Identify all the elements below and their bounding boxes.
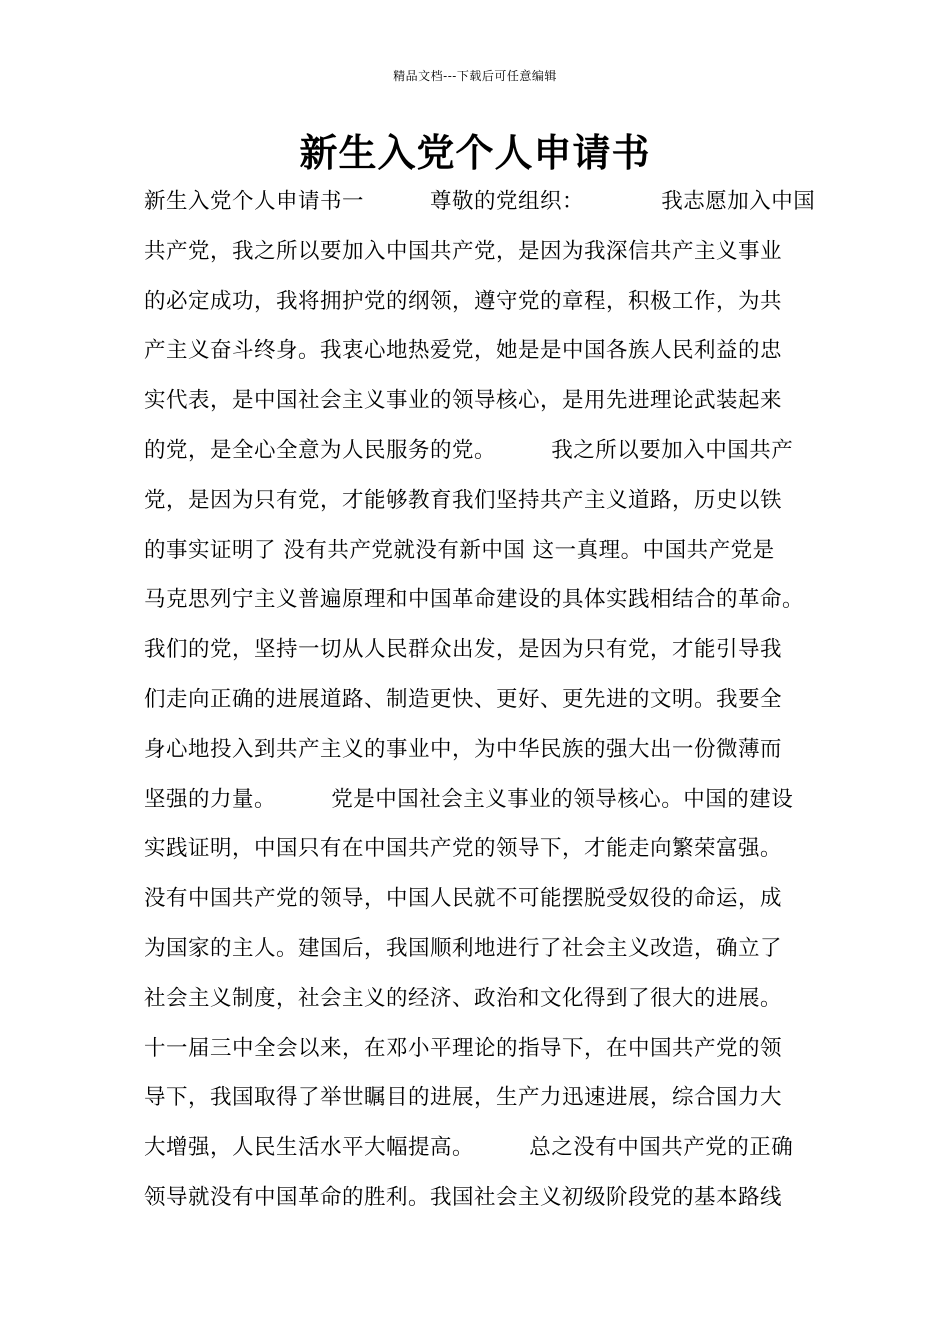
body-line: 十一届三中全会以来，在邓小平理论的指导下，在中国共产党的领 <box>144 1035 783 1061</box>
body-line: 党，是因为只有党，才能够教育我们坚持共产主义道路，历史以铁 <box>144 487 783 513</box>
body-line: 为国家的主人。建国后，我国顺利地进行了社会主义改造，确立了 <box>144 935 783 961</box>
body-line: 的必定成功，我将拥护党的纲领，遵守党的章程，积极工作，为共 <box>144 288 783 314</box>
body-line: 共产党，我之所以要加入中国共产党，是因为我深信共产主义事业 <box>144 238 783 264</box>
body-line: 坚强的力量。 党是中国社会主义事业的领导核心。中国的建设 <box>144 786 794 812</box>
header-note: 精品文档---下载后可任意编辑 <box>393 69 557 83</box>
body-line: 实践证明，中国只有在中国共产党的领导下，才能走向繁荣富强。 <box>144 836 783 862</box>
body-line: 实代表，是中国社会主义事业的领导核心，是用先进理论武装起来 <box>144 388 783 414</box>
body-line: 新生入党个人申请书一 尊敬的党组织： 我志愿加入中国 <box>144 189 816 214</box>
body-line: 的党，是全心全意为人民服务的党。 我之所以要加入中国共产 <box>144 437 794 463</box>
body-line: 产主义奋斗终身。我衷心地热爱党，她是是中国各族人民利益的忠 <box>144 338 783 364</box>
document-body <box>144 177 824 1223</box>
body-line: 们走向正确的进展道路、制造更快、更好、更先进的文明。我要全 <box>144 686 783 712</box>
body-line: 身心地投入到共产主义的事业中，为中华民族的强大出一份微薄而 <box>144 736 783 762</box>
body-line: 没有中国共产党的领导，中国人民就不可能摆脱受奴役的命运，成 <box>144 886 783 912</box>
body-line: 我们的党，坚持一切从人民群众出发，是因为只有党，才能引导我 <box>144 637 783 663</box>
body-line: 社会主义制度，社会主义的经济、政治和文化得到了很大的进展。 <box>144 985 783 1011</box>
body-line: 导下，我国取得了举世瞩目的进展，生产力迅速进展，综合国力大 <box>144 1085 783 1111</box>
body-line: 领导就没有中国革命的胜利。我国社会主义初级阶段党的基本路线 <box>144 1184 783 1210</box>
body-line: 大增强，人民生活水平大幅提高。 总之没有中国共产党的正确 <box>144 1135 794 1161</box>
document-title: 新生入党个人申请书 <box>299 130 651 175</box>
body-line: 的事实证明了 没有共产党就没有新中国 这一真理。中国共产党是 <box>144 537 775 563</box>
body-line: 马克思列宁主义普遍原理和中国革命建设的具体实践相结合的革命。 <box>144 587 805 613</box>
